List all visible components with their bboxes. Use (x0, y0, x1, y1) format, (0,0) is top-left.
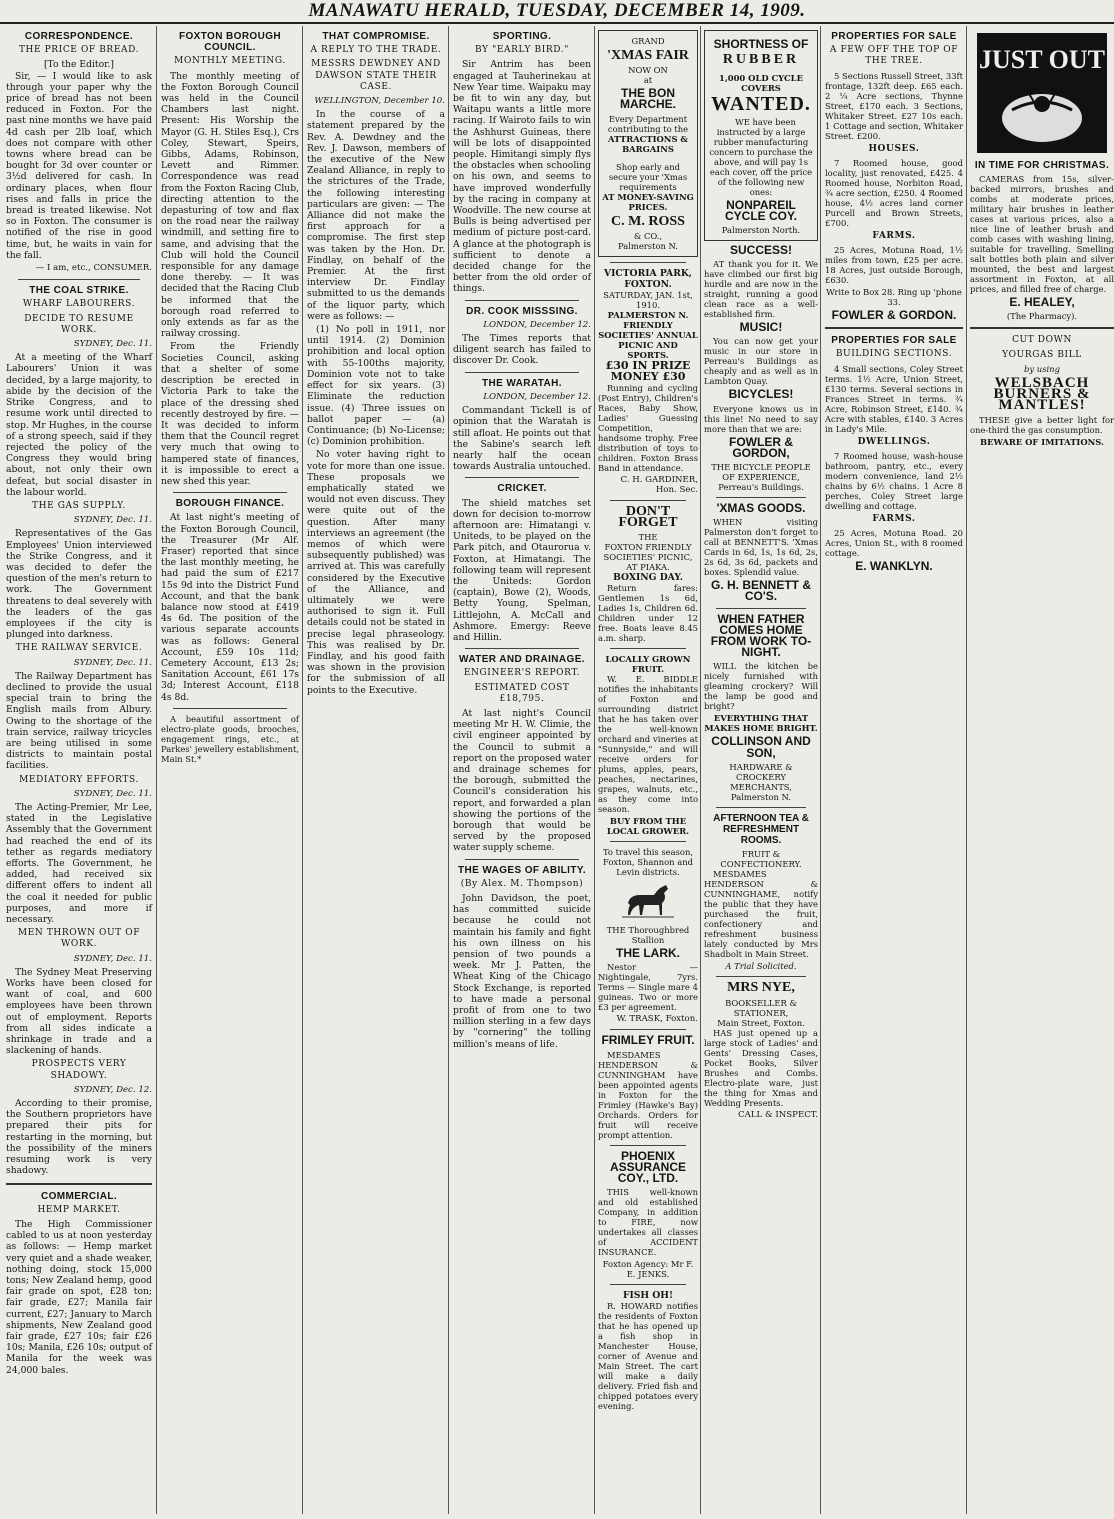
dateline: LONDON, December 12. (483, 391, 591, 402)
letter-text: Sir, — I would like to ask through your paper why the price of bread has not been reduced in Foxton. For the past nine months we have paid 4d cash per 2lb loaf, which does not compare with other towns where bread can be bought for 3d over counter or 3½d delivered for cash. In ordinary places, when flour rises and falls in price the bread is treated likewise. Not so in Foxton. The consumer is notified of the rise in good time, but, he waits in vain for the fall. (6, 70, 152, 261)
column-borough-council (156, 26, 303, 1514)
section-heading: THE COAL STRIKE. (29, 285, 129, 297)
article-text: The Acting-Premier, Mr Lee, stated in the Legislative Assembly that the Government had reached the end of its tether as regards mediatory efforts. The Government, he added, had received six different offers to indent all the coal it needed for public purposes, and more if necessary. (6, 802, 152, 926)
section-heading: THE WARATAH. (482, 377, 562, 389)
article-heading: MEDIATORY EFFORTS. (19, 774, 139, 785)
article-heading: MEN THROWN OUT OF WORK. (17, 928, 141, 950)
section-heading: DR. COOK MISSSING. (466, 305, 578, 317)
section-heading: THE WAGES OF ABILITY. (457, 864, 587, 876)
section-heading: CORRESPONDENCE. (24, 31, 134, 42)
jeweller-notice: A beautiful assortment of electro-plate goods, brooches, engagement rings, etc., at Parkes' jewellery establishment, Main St.* (161, 713, 299, 764)
article-text: In the course of a statement prepared by the Rev. A. Dewdney and the Rev. J. Dawson, members of the executive of the New Zealand Alliance, in reply to the strictures of the Trade, the following interesting particulars are given: — The Alliance did not make the first approach for a compromise. The first step was taken by the Hon. Dr. Findlay, on behalf of the Premier. At the first interview Dr. Findlay submitted to us the demands of the liquor party, which were as follows: — (307, 109, 445, 322)
article-text: From the Friendly Societies Council, asking that a shelter of some description be erected in Victoria Park to take the place of the dressing shed recently destroyed by fire. — It was decided to inform them that the Council regret very much that owing to hampered state of finances, it is impossible to erect a new shed this year. (161, 341, 299, 487)
column-advertisements-1: GRAND 'XMAS FAIR NOW ON at THE BON MARCHE. Every Department contributing to the ATTRACTIONS & BARGAINS Shop early and secure your 'Xmas requirements AT MONEY-SAVING PRICES. C. M. ROSS & CO., Palmerston N. VICTORIA PARK, FOXTON. SATURDAY, JAN. 1st, 1910. PALMERSTON N. FRIENDLY SOCIETIES' ANNUAL PICNIC AND SPORTS. £30 IN PRIZE MONEY £30 Running and cycling (Post Entry), Children's Races, Baby Show, Ladies' Guessing Competition, handsome trophy. Free distribution of toys to children. Foxton Brass Band in attendance. C. H. GARDINER, Hon. Sec. DON'T FORGET THE FOXTON FRIENDLY SOCIETIES' PICNIC, AT PIAKA. BOXING DAY. Return fares: Gentlemen 1s 6d, Ladies 1s, Children 6d. Children under 12 free. Boats leave 8.45 a.m. sharp. LOCALLY GROWN FRUIT. W. E. BIDDLE notifies the inhabitants of Foxton and surrounding district that he has taken over the well-known orchard and vineries at "Sunnyside," and will receive orders for plums, apples, pears, peaches, nectarines, grapes, walnuts, etc., as they come into season. BUY FROM THE LOCAL GROWER. To travel this season, Foxton, Shannon and Levin districts. THE Thoroughbred Stallion THE LARK. Nestor — Nightingale, 7yrs. Terms — Single mare 4 guineas. Two or more £3 per agreement. W. TRASK, Foxton. FRIMLEY FRUIT. MESDAMES HENDERSON & CUNNINGHAM have been appointed agents in Foxton for the Frimley (Hawke's Bay) Orchards. Orders for fruit will receive prompt attention. PHOENIX ASSURANCE COY., LTD. THIS well-known and old established Company, in addition to FIRE, now undertakes all classes of ACCIDENT INSURANCE. Foxton Agency: Mr F. E. JENKS. FISH OH! R. HOWARD notifies the residents of Foxton that he has opened up a fish shop in Manchester House, corner of Avenue and Main Street. The cart will make a daily delivery. Fried fish and chipped potatoes every evening. (594, 26, 701, 1514)
column-sporting (448, 26, 595, 1514)
article-text: Representatives of the Gas Employees' Union interviewed the Strike Congress, and it was decided to defer the question of the men's return to work. The Government threatens to deal severely with the leaders of the gas employees if the city is plunged into darkness. (6, 528, 152, 641)
column-advertisements-3: JUST OUT IN TIME FOR CHRISTMAS. CAMERAS from 15s, silver-backed mirrors, brushes and combs at moderate prices, military hair brushes in leather cases at various prices, also a nice line of leather brush and comb cases with washing lining, suitable for travelling. Smelling salt bottles both plain and silver mounted, the best and largest assortment in Foxton, at all prices, and filled free of charge. E. HEALEY, (The Pharmacy). CUT DOWN YOURGAS BILL by using WELSBACH BURNERS & MANTLES! THESE give a better light for one-third the gas consumption. BEWARE OF IMITATIONS. (966, 26, 1114, 1514)
article-heading: ENGINEER'S REPORT. (463, 668, 581, 679)
column-correspondence (2, 26, 156, 1514)
byline: (By Alex. M. Thompson) (460, 878, 584, 889)
masthead: MANAWATU HERALD, TUESDAY, DECEMBER 14, 1909. (0, 0, 1114, 24)
column-advertisements-2: SHORTNESS OF RUBBER 1,000 OLD CYCLE COVERS WANTED. WE have been instructed by a large rubber manufacturing concern to purchase the above, and will pay 1s each cover, off the price of the following new ones: NONPAREIL CYCLE COY. Palmerston North. SUCCESS! AT thank you for it. We have climbed our first big hurdle and are now in the straight, running a good clean race as a well-established firm. MUSIC! You can now get your music in our store in Perreau's Buildings as cheaply and as well as in Lambton Quay. BICYCLES! Everyone knows us in this line! No need to say more than that we are: FOWLER & GORDON, THE BICYCLE PEOPLE OF EXPERIENCE, Perreau's Buildings. 'XMAS GOODS. WHEN visiting Palmerston don't forget to call at BENNETT'S. 'Xmas Cards in 6d, 1s, 1s 6d, 2s, 2s 6d, 3s 6d, packets and boxes. Splendid value. G. H. BENNETT & CO'S. WHEN FATHER COMES HOME FROM WORK TO-NIGHT. WILL the kitchen be nicely furnished with gleaming crockery? Will the lamp be good and bright? EVERYTHING THAT MAKES HOME BRIGHT. COLLINSON AND SON, HARDWARE & CROCKERY MERCHANTS, Palmerston N. AFTERNOON TEA & REFRESHMENT ROOMS. FRUIT & CONFECTIONERY. MESDAMES HENDERSON & CUNNINGHAME, notify the public that they have purchased the fruit, confectionery and refreshment business lately conducted by Mrs Shadbolt in Main Street. A Trial Solicited. MRS NYE, BOOKSELLER & STATIONER, Main Street, Foxton. HAS just opened up a large stock of Ladies' and Gents' Dressing Cases, Pocket Books, Silver Brushes and Combs. Electro-plate ware, just the thing for Xmas and Wedding Presents. CALL & INSPECT. (700, 26, 821, 1514)
article-text: Commandant Tickell is of opinion that the Waratah is still afloat. He points out that the Sabine's search left nearly half the ocean towards Australia untouched. (453, 405, 591, 473)
rubber-ad: SHORTNESS OF RUBBER 1,000 OLD CYCLE COVERS WANTED. WE have been instructed by a large rubber manufacturing concern to purchase the above, and will pay 1s each cover, off the price of the following new ones: NONPAREIL CYCLE COY. Palmerston North. (704, 30, 818, 241)
dateline: SYDNEY, Dec. 11. (73, 788, 152, 799)
article-text: The shield matches set down for decision to-morrow afternoon are: Himatangi v. Uniteds, to be played on the Park pitch, and Otaurorua v. Foxton, at Himatangi. The following team will represent the Uniteds: Gordon (captain), Bowe (2), Woods, Betty Young, Spelman, Littlejohn, A. McCall and Ashmore. Emergy: Reeve and Hillin. (453, 497, 591, 643)
article-text: The monthly meeting of the Foxton Borough Council was held in the Council Chambers last night. Present: His Worship the Mayor (G. H. Stiles Esq.), Crs Coley, Stewart, Speirs, Gibbs, Adams, Robinson, Levett and Rimmer. Correspondence was read from the Foxton Racing Club, directing attention to the depasturing of tow and flax on the road near the railway windmill, and setting fire to same, and advising that the Club will hold the Council responsible for any damage done thereby. — It was decided that the Racing Club be informed that the borough road referred to only extends as far as the railway crossing. (161, 70, 299, 340)
just-out-illustration (976, 32, 1108, 154)
section-heading: SPORTING. (492, 31, 552, 42)
wanted-heading: WANTED. (711, 93, 811, 116)
just-out-text: JUST OUT (979, 45, 1105, 74)
article-heading: DECIDE TO RESUME WORK. (24, 313, 134, 335)
article-heading: HEMP MARKET. (37, 1204, 121, 1215)
prize-money: £30 IN PRIZE MONEY £30 (605, 359, 691, 384)
article-heading: ESTIMATED COST £18,795. (474, 682, 570, 704)
signoff: — I am, etc., CONSUMER. (35, 263, 152, 274)
section-heading: BOROUGH FINANCE. (175, 498, 285, 510)
dateline: SYDNEY, Dec. 11. (73, 953, 152, 964)
article-list: (1) No poll in 1911, nor until 1914. (2) Dominion prohibition and local option with 55-100ths majority, Dominion vote not to take effect for six years. (3) Eliminate the reduction issue. (4) Three issues on ballot paper — (a) Continuance; (b) No-License; (c) Dominion prohibition. (307, 324, 445, 448)
article-text: Sir Antrim has been engaged at Tauherinekau at New Year time. Waipaku may be fit to win any day, but Waitapu wants a little more racing. If Wairoto fails to win the Ashhurst Guineas, there will be lots of disappointed people. Himitangi simply flys the obstacles when schooling on his own, and seems to have improved wonderfully by the racing in company at Woodville. The new course at Bulls is being advertised per medium of picture post-card. A glance at the photograph is sufficient to denote a decided change for the better from the old order of things. (453, 59, 592, 295)
store-name: THE BON MARCHE. (620, 86, 676, 112)
dont-forget-heading: DON'T FORGET (618, 503, 678, 530)
section-heading: THAT COMPROMISE. (322, 31, 430, 42)
dateline: WELLINGTON, December 10. (314, 96, 445, 107)
article-heading: PROSPECTS VERY SHADOWY. (31, 1059, 127, 1081)
article-heading: MONTHLY MEETING. (174, 56, 286, 67)
xmas-fair-ad: GRAND 'XMAS FAIR NOW ON at THE BON MARCHE. Every Department contributing to the ATTRACTIONS & BARGAINS Shop early and secure your 'Xmas requirements AT MONEY-SAVING PRICES. C. M. ROSS & CO., Palmerston N. (598, 30, 698, 257)
dateline: SYDNEY, Dec. 12. (73, 1084, 152, 1095)
horse-icon (620, 881, 676, 921)
advertiser-name: C. M. ROSS (611, 213, 685, 229)
article-text: John Davidson, the poet, has committed suicide because he could not maintain his family and fight his own illness on his pension of two pounds a week. Mr J. Patten, the Wheat King of the Chicago Stock Exchange, is reported to have made a personal profit of from one to two million sterling in a few days by "cornering" the tolling million's means of life. (453, 893, 591, 1050)
article-heading: THE PRICE OF BREAD. (18, 45, 140, 56)
article-text: The Sydney Meat Preserving Works have been closed for want of coal, and 600 employees have been thrown out of employment. Reports from all sides indicate a shrinkage in trade and a slackening of hands. (6, 966, 152, 1057)
section-heading: CRICKET. (497, 483, 547, 495)
article-text: At last night's Council meeting Mr H. W. Climie, the civil engineer appointed by the Council to submit a report on the proposed water and drainage schemes for the borough, submitted the Council's consideration his report, and forwarded a plan showing the portions of the borough that would be served by the proposed water supply scheme. (453, 707, 591, 854)
article-heading: WHARF LABOURERS. (22, 299, 136, 310)
article-heading: THE RAILWAY SERVICE. (15, 643, 143, 654)
byline: BY "EARLY BIRD." (475, 45, 569, 56)
article-heading: MESSRS DEWDNEY AND DAWSON STATE THEIR CASE. (311, 59, 441, 92)
section-heading: FOXTON BOROUGH COUNCIL. (178, 31, 282, 54)
park-title: VICTORIA PARK, FOXTON. (603, 267, 693, 291)
article-heading: A REPLY TO THE TRADE. (310, 45, 442, 56)
dateline: SYDNEY, Dec. 11. (73, 339, 152, 350)
editor-line: [To the Editor.] (43, 59, 115, 71)
stallion-name: THE LARK. (616, 946, 680, 961)
dateline: SYDNEY, Dec. 11. (73, 657, 152, 668)
article-text: No voter having right to vote for more than one issue. These proposals we emphatically stated we would not even discuss. They were quite out of the question. After many interviews an agreement (the memos of which were subsequently published) was arrived at. This was carefully considered by the Executive of the Alliance, and ultimately we were authorised to sign it. Full details could not be stated in precise legal phraseology. This was realised by Dr. Findlay, and his good faith was shown in the provision for the submission of all points to the Executive. (307, 449, 445, 696)
article-text: The Railway Department has declined to provide the usual special train to bring the English mails from Albury. Owing to the shortage of the train service, railway tricycles are being utilised in some districts to maintain postal facilities. (6, 670, 152, 772)
dateline: SYDNEY, Dec. 11. (73, 515, 152, 526)
column-properties: PROPERTIES FOR SALE A FEW OFF THE TOP OF THE TREE. 5 Sections Russell Street, 33ft frontage, 132ft deep. £65 each. 2 ¼ Acre sections, Thynne Street, £170 each. 3 Sections, Whitaker Street. £27 10s each. 1 Cottage and section, Whitaker Street. £200. HOUSES. 7 Roomed house, good locality, just renovated, £425. 4 Roomed house, Norbiton Road, ¾ acre section, £250. 4 Roomed house, 4½ acres land corner Purcell and Brown Streets, £700. FARMS. 25 Acres, Motuna Road, 1½ miles from town, £25 per acre. 18 Acres, just outside Borough, £630. Write to Box 28. Ring up 'phone 33. FOWLER & GORDON. PROPERTIES FOR SALE BUILDING SECTIONS. 4 Small sections, Coley Street terms. 1½ Acre, Union Street, £130 terms. Several sections in Frances Street in terms. ¾ Acre, Robinson Street, £140. ¾ Acre with stables, £140. 3 Acres in Lady's Mile. DWELLINGS. 7 Roomed house, wash-house bathroom, pantry, etc., every modern convenience, land 2½ chains by 6½ chains. 1 Acre 8 perches, Coley Street large dwelling and cottage. FARMS. 25 Acres, Motuna Road. 20 Acres, Union St., with 8 roomed cottage. E. WANKLYN. (820, 26, 967, 1514)
article-text: The High Commissioner cabled to us at noon yesterday as follows: — Hemp market very quiet and a shade weaker, nothing doing, stock 15,000 tons; New Zealand hemp, good fair grade on spot, £28 ton; fair grade, £27; Manila fair current, £27; January to March shipments, New Zealand good fair grade, £27 10s; fair £26 10s; Manila, £26 10s; output of Manila for the week was 24,000 bales. (6, 1218, 152, 1376)
article-text: According to their promise, the Southern proprietors have prepared their pits for restarting in the morning, but the possibility of the miners resuming work is very shadowy. (6, 1098, 152, 1177)
article-text: At last night's meeting of the Foxton Borough Council, the Treasurer (Mr Alf. Fraser) reported that since the last monthly meeting, he had paid the sum of £217 15s 9d into the District Fund Account, and that the bank balance now stood at £419 4s 6d. The position of the various separate accounts was as follows: General Account, £59 10s 11d; Cemetery Account, £13 2s; Sanitation Account, £61 17s 3d; Interest Account, £118 4s 8d. (161, 512, 299, 703)
section-heading: COMMERCIAL. (40, 1190, 118, 1202)
article-heading: THE GAS SUPPLY. (32, 500, 126, 511)
dateline: LONDON, December 12. (483, 319, 591, 330)
article-text: The Times reports that diligent search has failed to discover Dr. Cook. (453, 333, 591, 367)
ad-title: 'XMAS FAIR (607, 48, 689, 63)
column-compromise (302, 26, 449, 1514)
article-text: At a meeting of the Wharf Labourers' Union it was decided, by a large majority, to abide by the decision of the Strike Congress, and to resume work until directed to stop. Mr Hughes, in the course of a strong speech, said if they rejected the policy of the Congress they would bring about, not only their own defeat, but social disaster in the labour world. (6, 352, 152, 498)
section-heading: WATER AND DRAINAGE. (459, 654, 585, 666)
